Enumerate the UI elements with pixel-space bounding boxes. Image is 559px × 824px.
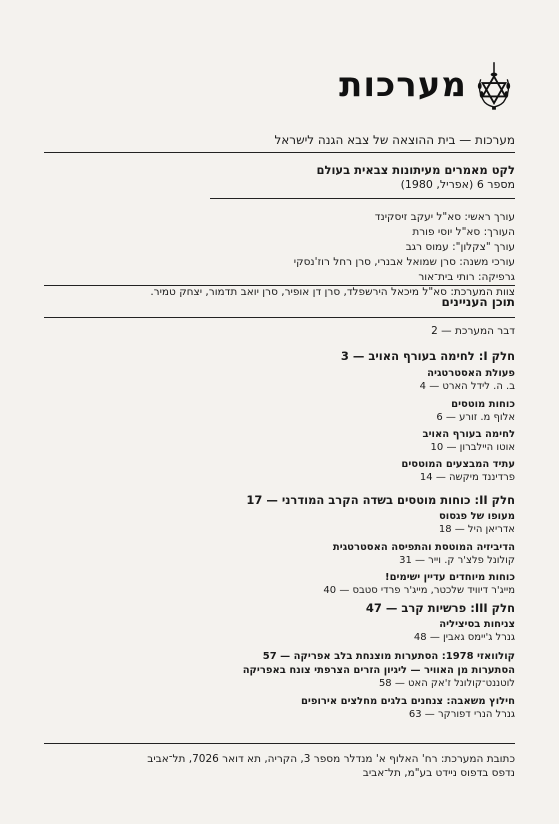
staff-line: גרפיקה: רותי בית־אור xyxy=(418,271,515,283)
masthead xyxy=(339,55,513,115)
toc-article-title: פעולת האסטרטגיה xyxy=(427,368,515,379)
toc-article-author: גנרל הנרי דפורקר — 63 xyxy=(408,709,515,720)
toc-article-author: ב. ה. לידל הארט — 4 xyxy=(419,381,515,392)
staff-credits xyxy=(44,210,515,300)
star-of-david-sword-olive-emblem-icon xyxy=(475,60,513,110)
staff-line: העורך: סא"ל יוסי פורת xyxy=(412,226,515,238)
part-label: חלק II: xyxy=(474,493,515,507)
toc-article-author: אוטו היילברון — 10 xyxy=(430,442,515,453)
part-title: לחימה בעורף האויב — 3 xyxy=(340,349,475,363)
toc-part-2 xyxy=(246,493,515,507)
rule-divider xyxy=(44,743,515,744)
issue-meta: מספר 6 (אפריל, 1980) xyxy=(400,178,515,191)
toc-article-title: צניחות בסיציליה xyxy=(439,619,515,630)
toc-article-author: אדריאן היל — 18 xyxy=(438,524,515,535)
toc-intro: דבר המערכת — 2 xyxy=(431,325,515,337)
rule-divider xyxy=(44,317,515,318)
toc-article-title: כוחות מיוחדים עדיין ישימים! xyxy=(385,572,515,583)
toc-article-author: אלוף מ. זורע — 6 xyxy=(436,412,515,423)
publisher-line: מערכות — בית ההוצאה של צבא הגנה לישראל xyxy=(274,133,515,147)
toc-article-author: מייג'ר דיוויד שלכטר, מייג'ר פרדי סטבס — 40 xyxy=(323,585,515,596)
part-title: פרשיות קרב — 47 xyxy=(365,601,467,615)
rule-divider xyxy=(44,285,515,286)
logo-wordmark: מערכות xyxy=(339,65,467,105)
issue-title: לקט מאמרים מעיתונות צבאית בעולם xyxy=(316,163,515,177)
toc-article-title: מעופו של פגסוס xyxy=(438,511,515,522)
toc-article-title: חילוץ משאבה: צנחנים בלגים מחלצים אירופים xyxy=(300,696,515,707)
staff-line: צוות המערכת: סא"ל מיכאל הירשפלד, סרן דן אופיר, סרן יואב תדמור, יצחק טמיר. xyxy=(150,286,515,298)
staff-line: עורכי משנה: סרן שמואל אבנרי, סרן רחל רוז'נסקי xyxy=(293,256,515,268)
toc-article-title: לחימה בעורף האויב xyxy=(422,429,515,440)
footer-printer: נדפס בדפוס ניידט בע"מ, תל־אביב xyxy=(362,767,515,779)
toc-article-title: קולוואזי 1978: הסתערות מוצנחת בלב אפריקה — 57 xyxy=(262,651,515,662)
toc-article-author: קולונל פלצ'ר ק. וייר — 31 xyxy=(399,555,515,566)
toc-article-author: פרדיננד מיקשה — 14 xyxy=(419,472,515,483)
footer-address: כתובת המערכת: רח' האלוף א' מנדלר מספר 3, הקריה, תא דואר 7026, תל־אביב xyxy=(147,753,515,765)
toc-heading: תוכן העניינים xyxy=(441,295,515,309)
toc-part-1 xyxy=(341,349,515,363)
toc-part-3 xyxy=(366,601,515,615)
toc-article-author: לוטננט־קולונל ז'אק האט — 58 xyxy=(378,678,515,689)
part-label: חלק I: xyxy=(478,349,515,363)
toc-article-title: הדיביזיה המוטסת והתפיסה האסטרטגית xyxy=(332,542,515,553)
staff-line: עורך "צקלון": עמוס רגב xyxy=(405,241,515,253)
part-title: כוחות מוטסים בשדה הקרב המודרני — 17 xyxy=(246,493,471,507)
rule-divider xyxy=(210,198,515,199)
staff-line: עורך ראשי: סא"ל יעקב זיסקינד xyxy=(374,211,515,223)
toc-article-title: כוחות מוטסים xyxy=(451,399,515,410)
footer-imprint xyxy=(44,752,515,780)
toc-article-author: גנרל ג'יימס גאבין — 48 xyxy=(413,632,515,643)
part-label: חלק III: xyxy=(470,601,515,615)
toc-article-title: עתיד המבצעים המוטסים xyxy=(401,459,515,470)
toc-article-title: הסתערות מן האוויר — ליגיון הזרים הצרפתי צונח באפריקה xyxy=(242,665,515,676)
rule-divider xyxy=(44,152,515,153)
